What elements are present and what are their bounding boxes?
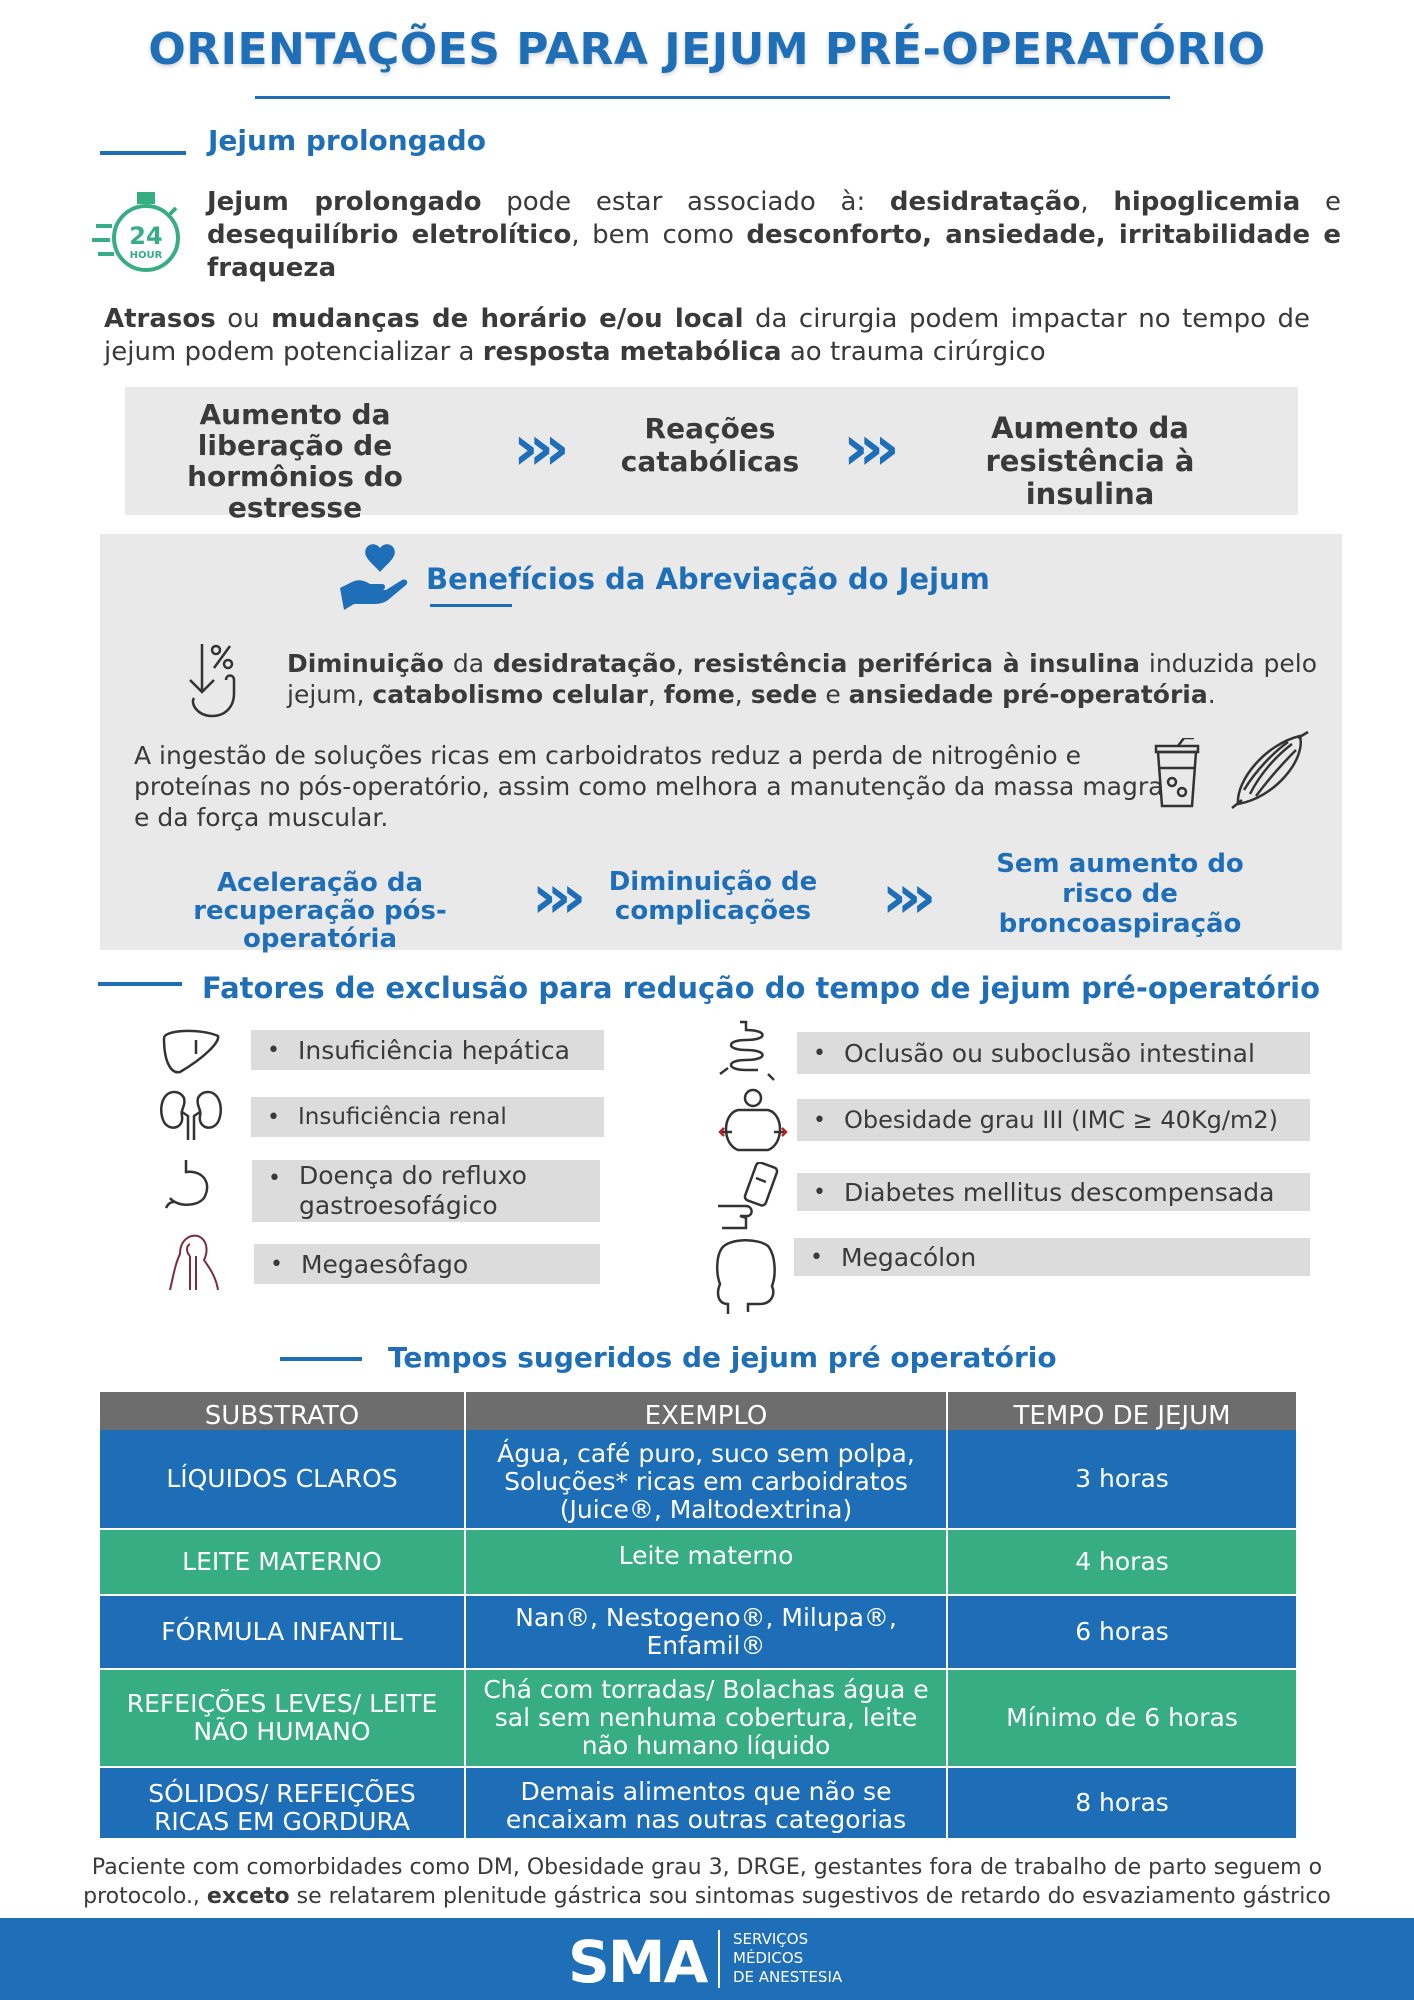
substrate-cell: FÓRMULA INFANTIL [100,1596,466,1668]
table-header: SUBSTRATO [100,1392,466,1430]
exclusion-item: • Obesidade grau III (IMC ≥ 40Kg/m2) [797,1099,1310,1141]
sma-logo: SMA [568,1928,707,1996]
text: , [1080,187,1114,217]
time-cell: 4 horas [948,1530,1296,1594]
bold-text: desidratação [889,187,1081,217]
times-heading: Tempos sugeridos de jejum pré operatório [388,1341,1057,1374]
benefit-flow-step-2: Diminuição de complicações [608,867,818,926]
flow-arrow: ››› [532,862,577,932]
bold-text: desconforto, ansiedade, irritabilidade e fraqueza [207,220,1341,283]
stress-flow-panel [125,387,1298,524]
bold-text: desidratação [492,649,676,678]
flow-arrow: ››› [882,862,927,932]
exclusion-item: • Megacólon [794,1238,1310,1276]
benefits-paragraph-2: A ingestão de soluções ricas em carboidratos reduz a perda de nitrogênio e proteínas no pós-operatório, assim como melhora a manutenção da massa magra e da força muscular. [134,741,1164,832]
heart-hand-icon [336,542,410,612]
text: , bem como [571,220,747,250]
intestine-icon [716,1020,788,1086]
flow-arrow: ››› [513,411,560,484]
glucometer-icon [716,1162,788,1234]
24-hour-clock-icon [92,186,188,282]
bold-text: Diminuição [287,649,444,678]
exclusion-item: • Insuficiência hepática [251,1030,604,1070]
substrate-cell: LÍQUIDOS CLAROS [100,1430,466,1528]
prolonged-paragraph-1 [207,186,1341,285]
section-rule [100,151,186,155]
juice-cup-icon [1152,738,1202,810]
text: , [675,649,693,678]
exclusion-item: • Doença do refluxo gastroesofágico [252,1160,600,1222]
text: se relatarem plenitude gástrica sou sintomas sugestivos de retardo do esvaziamento gástrico [289,1884,1331,1909]
page-title: ORIENTAÇÕES PARA JEJUM PRÉ-OPERATÓRIO [148,24,1266,75]
bold-text: resposta metabólica [482,337,782,367]
clock-label: HOUR [129,250,163,261]
flow-arrow: ››› [843,411,890,484]
clock-number: 24 [129,222,163,250]
bold-text: mudanças de horário e/ou local [271,304,744,334]
text: e [1300,187,1341,217]
text: e [817,680,849,709]
text: Paciente com comorbidades como DM, Obesidade grau 3, DRGE, gestantes fora de trabalho de parto seguem o protocolo., [83,1855,1323,1909]
section-rule [430,604,512,607]
kidneys-icon [158,1088,224,1140]
example-cell: Água, café puro, suco sem polpa, Soluções* ricas em carboidratos (Juice®, Maltodextrina) [466,1430,948,1528]
flow-step-2: Reações catabólicas [620,412,800,478]
text: da cirurgia podem impactar no tempo de jejum podem potencializar a [104,304,1310,367]
bold-text: desequilíbrio eletrolítico [207,220,572,250]
bold-text: resistência periférica à insulina [692,649,1141,678]
text: ou [215,304,272,334]
example-cell: Nan®, Nestogeno®, Milupa®, Enfamil® [466,1596,948,1668]
stomach-icon [164,1158,214,1210]
time-cell: 3 horas [948,1430,1296,1528]
time-cell: 8 horas [948,1768,1296,1838]
text: induzida pelo jejum, [287,649,1317,709]
section-rule [280,1357,362,1361]
flow-step-3: Aumento da resistência à insulina [985,411,1195,511]
logo-tagline: SERVIÇOS MÉDICOS DE ANESTESIA [733,1930,843,1986]
benefit-flow-step-1: Aceleração da recuperação pós-operatória [193,868,447,954]
exclusion-item: • Megaesôfago [254,1244,600,1284]
bold-text: Atrasos [104,304,216,334]
text: pode estar associado à: [481,187,890,217]
table-header: TEMPO DE JEJUM [948,1392,1296,1430]
bold-text: Jejum prolongado [207,187,482,217]
text: ao trauma cirúrgico [781,337,1046,367]
obesity-icon [718,1088,788,1160]
exclusion-heading: Fatores de exclusão para redução do tempo de jejum pré-operatório [202,971,1321,1005]
exclusion-item: • Oclusão ou suboclusão intestinal [797,1032,1310,1074]
bold-text: sede [750,680,818,709]
table-header: EXEMPLO [466,1392,948,1430]
percent-down-arrow-icon [180,640,244,720]
benefits-panel [100,534,1342,954]
table-row [100,1530,1296,1594]
protocol-note [60,1853,1354,1911]
bold-text: fome [663,680,735,709]
time-cell: Mínimo de 6 horas [948,1670,1296,1766]
bold-text: ansiedade pré-operatória [848,680,1208,709]
table-header-row [100,1392,1296,1430]
title-underline [255,96,1170,99]
flow-step-1: Aumento da liberação de hormônios do estresse [187,398,403,524]
colon-icon [714,1234,778,1318]
esophagus-icon [168,1232,220,1292]
bold-text: hipoglicemia [1113,187,1301,217]
section-rule [98,982,182,986]
benefits-paragraph-1 [287,648,1317,710]
time-cell: 6 horas [948,1596,1296,1668]
bold-text: catabolismo celular [372,680,648,709]
benefits-heading: Benefícios da Abreviação do Jejum [426,562,990,596]
muscle-icon [1230,730,1310,810]
example-cell: Demais alimentos que não se encaixam nas outras categorias [466,1768,948,1838]
example-cell: Chá com torradas/ Bolachas água e sal sem nenhuma cobertura, leite não humano líquido [466,1670,948,1766]
substrate-cell: SÓLIDOS/ REFEIÇÕES RICAS EM GORDURA [100,1768,466,1838]
table-row [100,1670,1296,1766]
logo-divider [718,1930,720,1988]
exclusion-item: • Insuficiência renal [251,1097,604,1137]
text: da [443,649,493,678]
table-row [100,1768,1296,1838]
prolonged-paragraph-2 [104,303,1310,369]
table-row [100,1430,1296,1528]
substrate-cell: REFEIÇÕES LEVES/ LEITE NÃO HUMANO [100,1670,466,1766]
bold-text: exceto [206,1884,290,1909]
footer-bar [0,1918,1414,2000]
prolonged-heading: Jejum prolongado [208,124,486,157]
example-cell: Leite materno [466,1530,948,1594]
liver-icon [160,1028,222,1076]
table-row [100,1596,1296,1668]
exclusion-item: • Diabetes mellitus descompensada [797,1173,1310,1211]
text: . [1207,680,1216,709]
text: , [734,680,751,709]
substrate-cell: LEITE MATERNO [100,1530,466,1594]
text: , [647,680,664,709]
benefit-flow-step-3: Sem aumento do risco de broncoaspiração [996,849,1244,939]
